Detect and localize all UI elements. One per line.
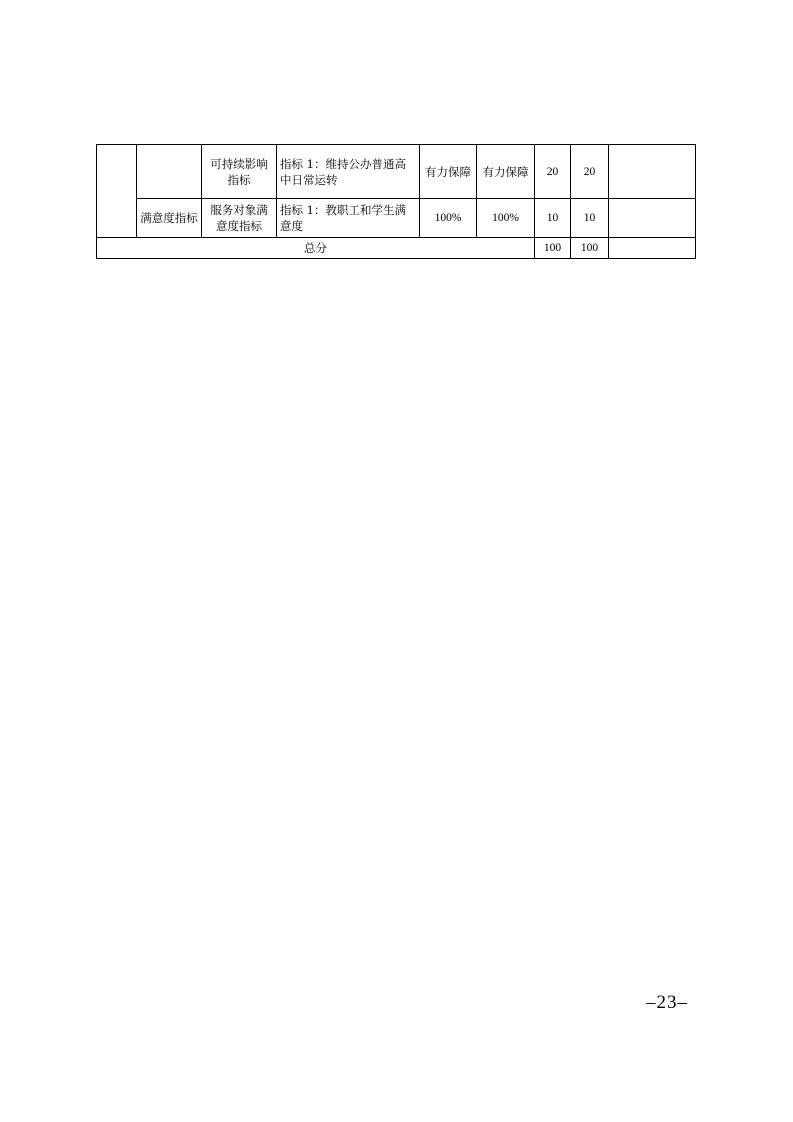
total-score-cell: 100	[571, 238, 609, 259]
actual-value-cell: 100%	[477, 199, 535, 238]
table-row	[97, 199, 696, 238]
note-cell	[609, 145, 696, 199]
target-value-cell: 有力保障	[420, 145, 477, 199]
indicator-cell: 指标 1：维持公办普通高中日常运转	[277, 145, 420, 199]
total-note-cell	[609, 238, 696, 259]
weight-cell: 20	[535, 145, 571, 199]
level2-cell	[137, 145, 202, 199]
score-cell: 10	[571, 199, 609, 238]
weight-cell: 10	[535, 199, 571, 238]
total-label: 总分	[97, 238, 535, 259]
indicator-cell: 指标 1：教职工和学生满意度	[277, 199, 420, 238]
level3-cell: 可持续影响指标	[202, 145, 277, 199]
target-value-cell: 100%	[420, 199, 477, 238]
total-row	[97, 238, 696, 259]
level2-cell: 满意度指标	[137, 199, 202, 238]
page-number: –23–	[646, 992, 688, 1013]
level3-cell: 服务对象满意度指标	[202, 199, 277, 238]
note-cell	[609, 199, 696, 238]
performance-table	[96, 144, 696, 259]
level1-cell	[97, 145, 137, 238]
total-weight-cell: 100	[535, 238, 571, 259]
table-row	[97, 145, 696, 199]
score-cell: 20	[571, 145, 609, 199]
actual-value-cell: 有力保障	[477, 145, 535, 199]
